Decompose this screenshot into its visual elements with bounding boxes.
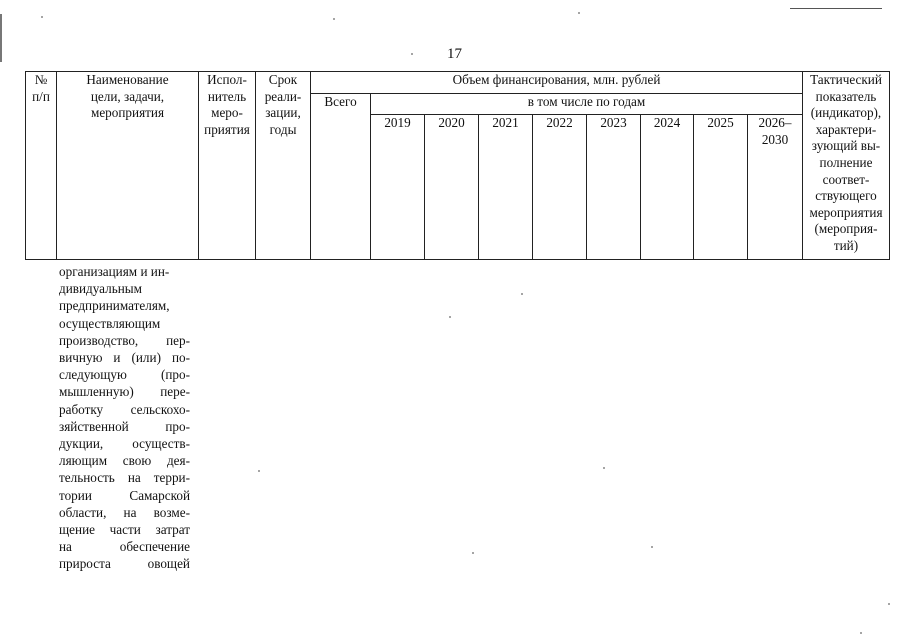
scan-speck: [578, 12, 580, 14]
scan-speck: [411, 53, 413, 55]
text-line: дукции, осуществ-: [59, 436, 190, 452]
left-edge-mark: [0, 14, 2, 62]
header-year: 2021: [479, 115, 533, 260]
text-line: тории Самарской: [59, 487, 190, 503]
header-year: 2022: [533, 115, 587, 260]
text-line: мышленную) пере-: [59, 384, 190, 400]
text-line: работку сельскохо-: [59, 401, 190, 417]
text-line: ляющим свою дея-: [59, 453, 190, 469]
text-line: предпринимателям,: [59, 298, 170, 314]
header-financing: Объем финансирования, млн. рублей: [311, 72, 803, 94]
text-line: дивидуальным: [59, 281, 143, 297]
page-number: 17: [447, 46, 462, 62]
scan-speck: [449, 316, 451, 318]
text-line: осуществляющим: [59, 315, 161, 331]
text-line: на обеспечение: [59, 539, 190, 555]
header-year: 2026– 2030: [748, 115, 803, 260]
scan-speck: [651, 546, 653, 548]
header-name: Наименование цели, задачи, мероприятия: [57, 72, 199, 260]
scan-speck: [41, 16, 43, 18]
header-year: 2023: [587, 115, 641, 260]
text-line: производство, пер-: [59, 332, 190, 348]
header-year: 2025: [694, 115, 748, 260]
top-rule: [790, 8, 882, 9]
text-line: прироста овощей: [59, 556, 190, 572]
text-line: следующую (про-: [59, 367, 190, 383]
scan-speck: [521, 293, 523, 295]
header-year: 2020: [425, 115, 479, 260]
scan-speck: [603, 467, 605, 469]
header-num: № п/п: [26, 72, 57, 260]
scan-speck: [888, 603, 890, 605]
text-line: организациям и ин-: [59, 264, 170, 279]
header-year: 2024: [641, 115, 694, 260]
header-indicator: Тактический показатель (индикатор), характери- зующий вы- полнение соответ- ствующего мероприятия (мероприя- тий): [803, 72, 890, 260]
header-by-years: в том числе по годам: [371, 94, 803, 115]
text-line: области, на возме-: [59, 504, 190, 520]
text-line: вичную и (или) по-: [59, 350, 190, 366]
header-executor: Испол- нитель меро- приятия: [199, 72, 256, 260]
text-line: тельность на терри-: [59, 470, 190, 486]
financing-table: [25, 71, 890, 260]
scan-speck: [333, 18, 335, 20]
continuation-text: [59, 263, 190, 573]
header-year: 2019: [371, 115, 425, 260]
scan-speck: [472, 552, 474, 554]
scan-speck: [860, 632, 862, 634]
header-term: Срок реали- зации, годы: [256, 72, 311, 260]
header-total: Всего: [311, 94, 371, 260]
scan-speck: [258, 470, 260, 472]
text-line: щение части затрат: [59, 522, 190, 538]
text-line: зяйственной про-: [59, 418, 190, 434]
